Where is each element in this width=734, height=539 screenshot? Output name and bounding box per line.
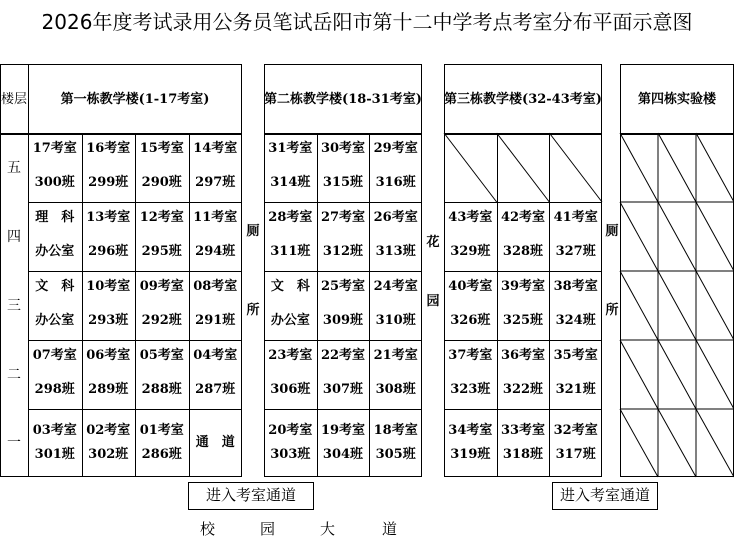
b1-cell-1-1-line-1: 296班 — [88, 244, 129, 259]
b3-cell-4-1-line-0: 33考室 — [500, 423, 546, 438]
b1-cell-4-2-line-0: 01考室 — [139, 423, 184, 438]
b1-cell-4-1-line-1: 302班 — [88, 447, 129, 462]
grid-line — [264, 202, 422, 203]
b2-cell-1-1-line-1: 312班 — [322, 244, 364, 259]
b1-cell-3-0-line-1: 298班 — [34, 382, 75, 397]
b3-cell-3-2-line-1: 321班 — [555, 382, 596, 397]
b1-cell-0-1-line-1: 299班 — [88, 175, 129, 190]
b2-cell-4-1-line-0: 19考室 — [320, 423, 366, 438]
b2-cell-0-2-line-1: 316班 — [375, 175, 416, 190]
b1-cell-3-1-line-0: 06考室 — [86, 348, 131, 363]
b1-cell-0-0-line-1: 300班 — [34, 175, 75, 190]
b3-cell-4-2-line-0: 32考室 — [553, 423, 598, 438]
b1-cell-2-2-line-1: 292班 — [141, 313, 182, 328]
b2-cell-3-1-line-1: 307班 — [322, 382, 364, 397]
building-1-header: 第一栋教学楼(1-17考室) — [60, 92, 210, 107]
b3-cell-3-1-line-1: 322班 — [502, 382, 544, 397]
b3-cell-4-1-line-1: 318班 — [502, 447, 544, 462]
b2-cell-4-1-line-1: 304班 — [322, 447, 364, 462]
grid-line — [444, 202, 602, 203]
b3-cell-2-0-line-1: 326班 — [450, 313, 491, 328]
b2-cell-1-2-line-0: 26考室 — [373, 210, 418, 225]
b2-cell-2-1-line-0: 25考室 — [320, 279, 366, 294]
b2-cell-2-2-line-0: 24考室 — [373, 279, 418, 294]
toilet-label-4: 所 — [605, 303, 619, 318]
b2-cell-3-2-line-0: 21考室 — [373, 348, 418, 363]
b1-cell-0-2-line-1: 290班 — [141, 175, 182, 190]
grid-line — [264, 340, 422, 341]
garden-label-1: 花 — [426, 235, 440, 250]
b1-cell-3-0-line-0: 07考室 — [32, 348, 77, 363]
b2-cell-4-0-line-1: 303班 — [270, 447, 311, 462]
b2-cell-3-1-line-0: 22考室 — [320, 348, 366, 363]
b1-cell-4-3-line-0: 通 道 — [195, 435, 235, 450]
building-2-header: 第二栋教学楼(18-31考室) — [264, 92, 422, 107]
b1-cell-0-0-line-0: 17考室 — [32, 141, 77, 156]
b2-cell-3-2-line-1: 308班 — [375, 382, 416, 397]
entrance-right: 进入考室通道 — [552, 482, 658, 510]
grid-line — [444, 271, 602, 272]
b1-cell-3-1-line-1: 289班 — [88, 382, 129, 397]
b1-cell-4-1-line-0: 02考室 — [86, 423, 131, 438]
road-char-4: 道 — [382, 520, 398, 538]
b3-cell-3-2-line-0: 35考室 — [553, 348, 598, 363]
b3-cell-3-0-line-0: 37考室 — [448, 348, 493, 363]
b2-cell-3-0-line-1: 306班 — [270, 382, 311, 397]
b3-cell-4-0-line-0: 34考室 — [448, 423, 493, 438]
floor-label-4: 一 — [7, 435, 21, 451]
b1-cell-2-1-line-1: 293班 — [88, 313, 129, 328]
b3-cell-2-0-line-0: 40考室 — [448, 279, 493, 294]
entrance-left: 进入考室通道 — [188, 482, 314, 510]
b1-cell-1-0-line-1: 办公室 — [35, 244, 75, 259]
b1-cell-1-1-line-0: 13考室 — [86, 210, 131, 225]
b2-cell-4-0-line-0: 20考室 — [268, 423, 313, 438]
b2-cell-2-1-line-1: 309班 — [322, 313, 364, 328]
b1-cell-3-3-line-1: 287班 — [195, 382, 236, 397]
b1-cell-1-0-line-0: 理 科 — [35, 210, 75, 225]
b1-cell-2-0-line-1: 办公室 — [35, 313, 75, 328]
toilet-label-1: 厕 — [246, 224, 260, 239]
floor-label-0: 五 — [7, 159, 21, 176]
floor-label-1: 四 — [7, 228, 21, 245]
toilet-label-2: 所 — [246, 303, 260, 318]
b2-cell-0-2-line-0: 29考室 — [373, 141, 418, 156]
page-title: 2026年度考试录用公务员笔试岳阳市第十二中学考点考室分布平面示意图 — [41, 10, 693, 34]
b2-cell-0-0-line-0: 31考室 — [268, 141, 313, 156]
grid-line — [444, 340, 602, 341]
b3-cell-4-2-line-1: 317班 — [555, 447, 596, 462]
b1-cell-0-2-line-0: 15考室 — [139, 141, 184, 156]
b1-cell-2-3-line-0: 08考室 — [193, 279, 238, 294]
garden-label-2: 园 — [426, 294, 440, 309]
b1-cell-3-3-line-0: 04考室 — [193, 348, 238, 363]
b1-cell-0-1-line-0: 16考室 — [86, 141, 131, 156]
b1-cell-4-0-line-1: 301班 — [34, 447, 75, 462]
b2-cell-2-0-line-1: 办公室 — [270, 313, 310, 328]
b1-cell-2-2-line-0: 09考室 — [139, 279, 184, 294]
b1-cell-2-1-line-0: 10考室 — [86, 279, 131, 294]
building-3-header: 第三栋教学楼(32-43考室) — [444, 92, 602, 107]
b2-cell-4-2-line-1: 305班 — [375, 447, 416, 462]
b2-cell-0-1-line-1: 315班 — [322, 175, 364, 190]
road-char-2: 园 — [260, 520, 276, 538]
b3-cell-1-0-line-1: 329班 — [450, 244, 491, 259]
b3-cell-3-1-line-0: 36考室 — [500, 348, 546, 363]
building-4-frame — [620, 64, 734, 477]
b2-cell-1-1-line-0: 27考室 — [320, 210, 366, 225]
b2-cell-3-0-line-0: 23考室 — [268, 348, 313, 363]
b3-cell-1-1-line-0: 42考室 — [500, 210, 546, 225]
b1-cell-3-2-line-0: 05考室 — [139, 348, 184, 363]
grid-line — [264, 409, 422, 410]
building-4-header: 第四栋实验楼 — [637, 92, 716, 107]
b3-cell-3-0-line-1: 323班 — [450, 382, 491, 397]
b2-cell-0-1-line-0: 30考室 — [320, 141, 366, 156]
road-char-1: 校 — [200, 520, 216, 538]
b1-cell-3-2-line-1: 288班 — [141, 382, 182, 397]
b1-cell-4-2-line-1: 286班 — [141, 447, 182, 462]
grid-line — [444, 409, 602, 410]
b3-cell-4-0-line-1: 319班 — [450, 447, 491, 462]
b2-cell-2-2-line-1: 310班 — [375, 313, 416, 328]
b3-cell-2-2-line-1: 324班 — [555, 313, 596, 328]
b2-cell-1-2-line-1: 313班 — [375, 244, 416, 259]
grid-line — [264, 271, 422, 272]
b3-cell-1-0-line-0: 43考室 — [448, 210, 493, 225]
floor-header: 楼层 — [0, 92, 27, 107]
b1-cell-4-0-line-0: 03考室 — [32, 423, 77, 438]
floor-label-3: 二 — [7, 366, 21, 383]
b3-cell-2-1-line-1: 325班 — [502, 313, 544, 328]
b3-cell-2-1-line-0: 39考室 — [500, 279, 546, 294]
b1-cell-2-3-line-1: 291班 — [195, 313, 236, 328]
b2-cell-2-0-line-0: 文 科 — [270, 279, 310, 294]
b2-cell-1-0-line-1: 311班 — [270, 244, 311, 259]
b1-cell-2-0-line-0: 文 科 — [35, 279, 75, 294]
b2-cell-0-0-line-1: 314班 — [270, 175, 311, 190]
b1-cell-0-3-line-1: 297班 — [195, 175, 236, 190]
b1-cell-0-3-line-0: 14考室 — [193, 141, 238, 156]
road-char-3: 大 — [320, 520, 336, 538]
b3-cell-2-2-line-0: 38考室 — [553, 279, 598, 294]
b1-cell-1-2-line-1: 295班 — [141, 244, 182, 259]
b1-cell-1-2-line-0: 12考室 — [139, 210, 184, 225]
b3-cell-1-1-line-1: 328班 — [502, 244, 544, 259]
toilet-label-3: 厕 — [605, 224, 619, 239]
b1-cell-1-3-line-0: 11考室 — [193, 210, 238, 225]
b1-cell-1-3-line-1: 294班 — [195, 244, 236, 259]
b2-cell-4-2-line-0: 18考室 — [373, 423, 418, 438]
b3-cell-1-2-line-1: 327班 — [555, 244, 596, 259]
floor-label-2: 三 — [7, 297, 21, 314]
b2-cell-1-0-line-0: 28考室 — [268, 210, 313, 225]
b3-cell-1-2-line-0: 41考室 — [553, 210, 598, 225]
